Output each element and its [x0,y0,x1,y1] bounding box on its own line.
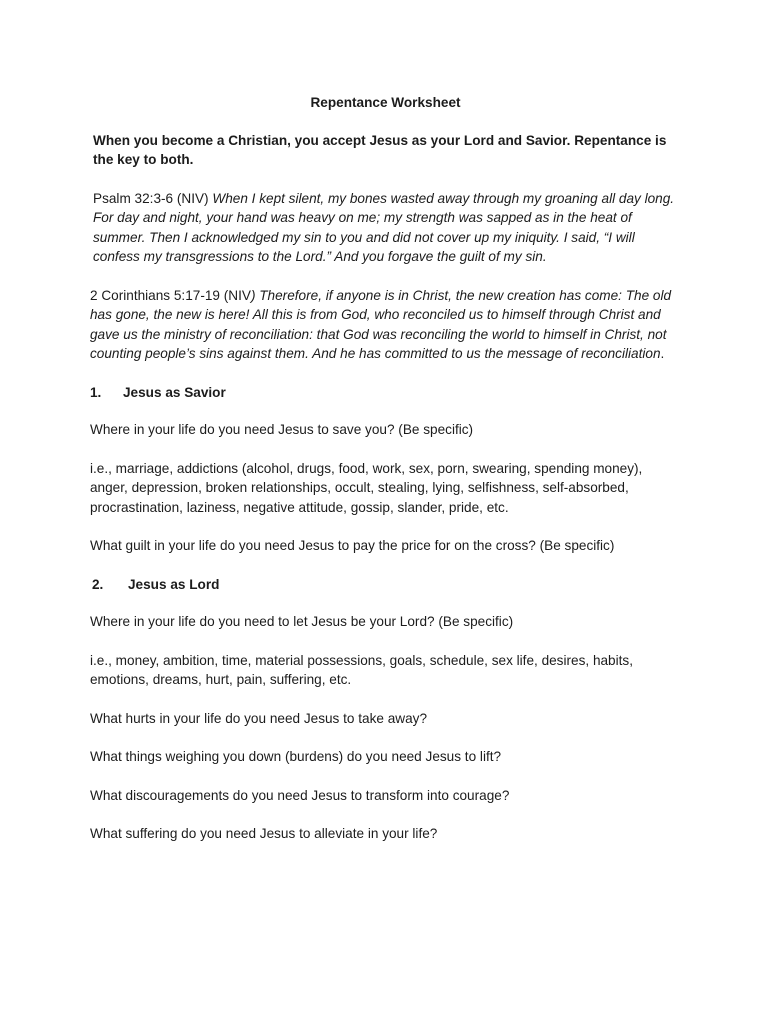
section-title: Jesus as Savior [123,384,226,400]
corinthians-reference: 2 Corinthians 5:17-19 (NIV [90,287,251,303]
section-number: 2. [92,576,104,592]
psalm-passage [90,189,675,267]
psalm-reference: Psalm 32:3-6 (NIV) [93,190,209,206]
document-title: Repentance Worksheet [310,95,461,110]
corinthians-passage [90,286,675,364]
intro-paragraph: When you become a Christian, you accept Jesus as your Lord and Savior. Repentance is the key to both. [93,132,667,167]
savior-question-save: Where in your life do you need Jesus to save you? (Be specific) [90,422,474,437]
document-body [90,93,675,863]
corinthians-tail: . [660,346,665,361]
savior-question-guilt: What guilt in your life do you need Jesus to pay the price for on the cross? (Be specific) [90,538,615,553]
psalm-text: When I kept silent, my bones wasted away through my groaning all day long. For day and night, your hand was heavy on me; my strength was sapped as in the heat of summer. Then I acknowledged my sin to you and did not cover up my iniquity. I said, “I will confess my transgressions to the Lord.” And you forgave the guilt of my sin. [93,190,675,264]
lord-question-hurts: What hurts in your life do you need Jesus to take away? [90,710,428,726]
lord-question-discouragements: What discouragements do you need Jesus to transform into courage? [90,787,510,803]
section-title: Jesus as Lord [128,576,220,592]
section-heading-lord [90,575,675,595]
section-number: 1. [90,384,102,400]
corinthians-text: ) Therefore, if anyone is in Christ, the new creation has come: The old has gone, the new is here! All this is from God, who reconciled us to himself through Christ and gave us the ministry of reconciliation: that God was reconciling the world to himself in Christ, not counting people’s sins against them. And he has committed to us the message of reconciliation [90,287,672,361]
lord-question-lordship: Where in your life do you need to let Jesus be your Lord? (Be specific) [90,614,514,629]
lord-examples: i.e., money, ambition, time, material possessions, goals, schedule, sex life, desires, habits, emotions, dreams, hurt, pain, suffering, etc. [90,652,633,687]
savior-examples: i.e., marriage, addictions (alcohol, drugs, food, work, sex, porn, swearing, spending money), anger, depression, broken relationships, occult, stealing, lying, selfishness, self-absorbed, procrastination, laziness, negative attitude, gossip, slander, pride, etc. [90,460,643,515]
lord-question-suffering: What suffering do you need Jesus to alleviate in your life? [90,826,438,841]
section-heading-savior [90,383,675,403]
lord-question-burdens: What things weighing you down (burdens) do you need Jesus to lift? [90,749,502,764]
